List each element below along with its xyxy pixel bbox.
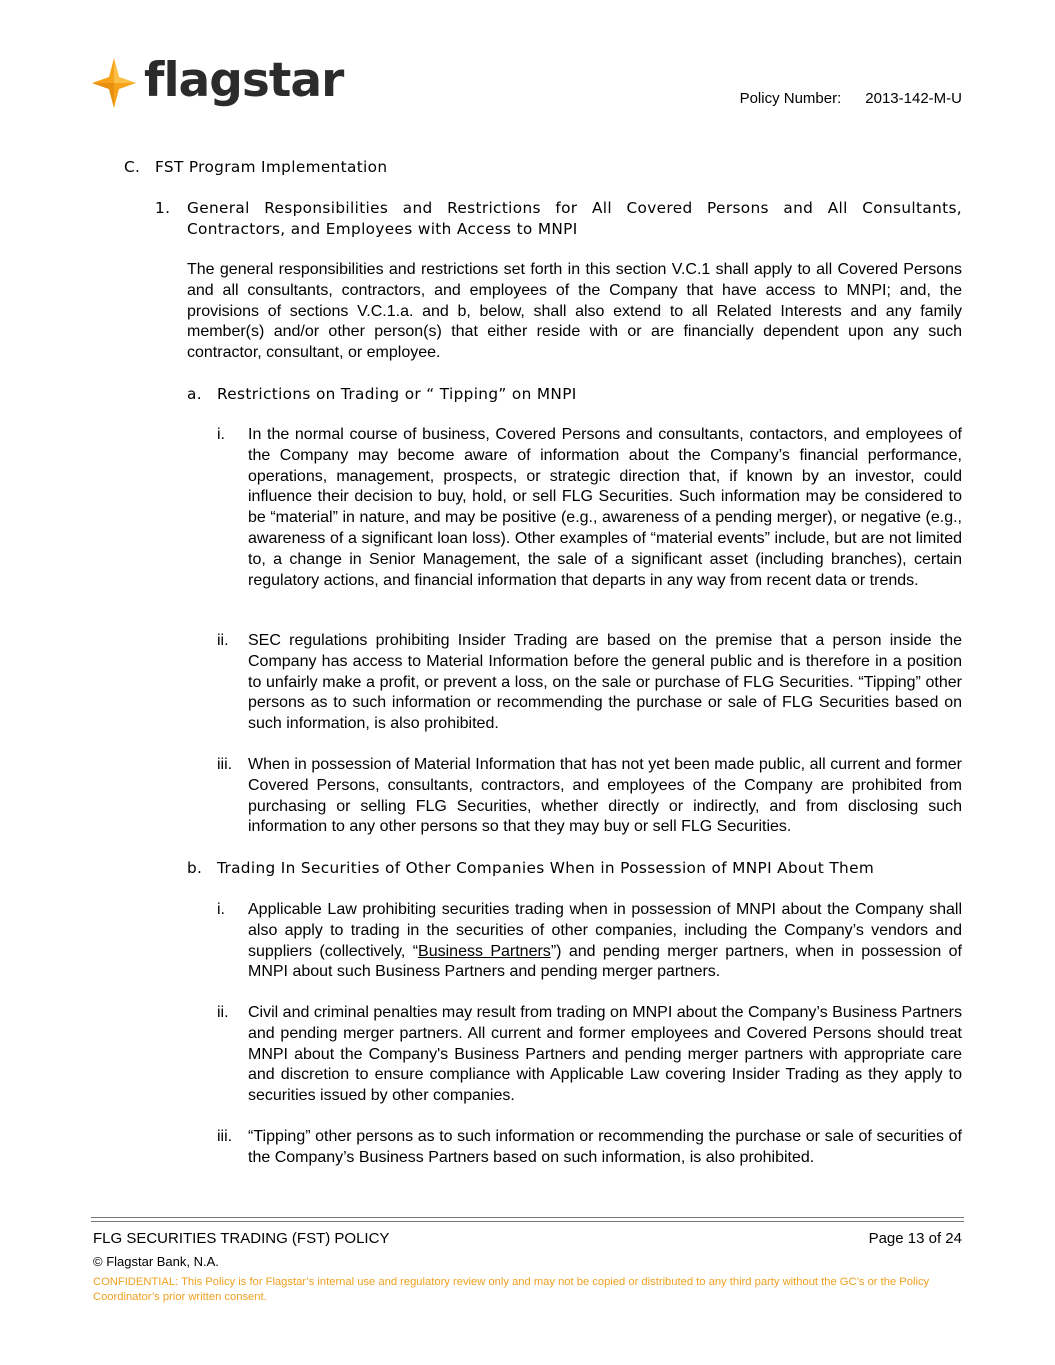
sub-a-item-3-text: When in possession of Material Information that has not yet been made public, all current and former Covered Persons, consultants, contractors, and employees of the Company are prohibited from purchasing or selling FLG Securities, whether directly or indirectly, and from disclosing such information to any other persons so that they may buy or sell FLG Securities.	[248, 756, 962, 836]
footer-copyright: © Flagstar Bank, N.A.	[93, 1254, 219, 1269]
policy-number-value: 2013-142-M-U	[865, 90, 962, 107]
sub-b-item-1-text-before: Applicable Law prohibiting securities trading when in possession of MNPI about the Company shall also apply to trading in the securities of other companies, including the Company’s vendors and suppliers (collectively, “	[248, 901, 962, 960]
policy-number	[740, 90, 962, 107]
sub-b-item-1-num: i.	[217, 901, 225, 918]
business-partners-term: Business Partners	[418, 942, 551, 960]
sub-a-letter: a.	[187, 385, 202, 403]
footer-divider	[91, 1217, 964, 1222]
sub-b-item-2-text: Civil and criminal penalties may result from trading on MNPI about the Company’s Business Partners and pending merger partners. All current and former employees and Covered Persons should treat MNPI about the Company's Business Partners and pending merger partners with appropriate care and discretion to ensure compliance with Applicable Law covering Insider Trading as they apply to securities issued by other companies.	[248, 1004, 962, 1105]
company-logo	[92, 52, 344, 108]
sub-b-item-1-text-after: ”) and pending merger partners, when in possession of MNPI about such Business Partners and pending merger partners.	[248, 942, 962, 981]
sub-a-item-3-num: iii.	[217, 756, 233, 773]
item-1-number: 1.	[155, 199, 171, 217]
footer-confidential-notice: CONFIDENTIAL: This Policy is for Flagstar’s internal use and regulatory review only and may not be copied or distributed to any third party without the GC’s or the Policy Coordinator’s prior written consent.	[93, 1276, 930, 1303]
item-1-title: General Responsibilities and Restrictions for All Covered Persons and All Consultants, Contractors, and Employees with Access to MNPI	[187, 199, 962, 238]
sub-a-title: Restrictions on Trading or “ Tipping” on MNPI	[217, 385, 577, 403]
item-1-intro-paragraph: The general responsibilities and restrictions set forth in this section V.C.1 shall apply to all Covered Persons and all consultants, contractors, and employees of the Company that have access to MNPI; and, the provisions of sections V.C.1.a. and b, below, shall also extend to all Related Interests and any family member(s) and/or other person(s) that either reside with or are financially dependent upon any such contractor, consultant, or employee.	[187, 261, 962, 362]
section-c-letter: C.	[124, 158, 141, 176]
section-c-title: FST Program Implementation	[155, 158, 388, 176]
sub-a-item-2-num: ii.	[217, 632, 229, 649]
sub-b-item-2-num: ii.	[217, 1004, 229, 1021]
footer-page-number: Page 13 of 24	[868, 1230, 962, 1247]
sub-b-item-3-text: “Tipping” other persons as to such information or recommending the purchase or sale of securities of the Company’s Business Partners based on such information, is also prohibited.	[248, 1128, 962, 1166]
sub-b-title: Trading In Securities of Other Companies When in Possession of MNPI About Them	[217, 859, 875, 877]
sub-a-item-1-num: i.	[217, 426, 225, 443]
sub-a-item-2-text: SEC regulations prohibiting Insider Trading are based on the premise that a person inside the Company has access to Material Information before the general public and is therefore in a position to unfairly make a profit, or prevent a loss, on the sale or purchase of FLG Securities. “Tipping” other persons as to such information or recommending the purchase or sale of FLG Securities based on such information, is also prohibited.	[248, 632, 962, 733]
sub-a-item-1-text: In the normal course of business, Covered Persons and consultants, contactors, and employees of the Company may become aware of information about the Company’s financial performance, operations, management, prospects, or strategic direction that, if known by an investor, could influence their decision to buy, hold, or sell FLG Securities. Such information may be considered to be “material” in nature, and may be positive (e.g., awareness of a pending merger), or negative (e.g., awareness of a significant loan loss). Other examples of “material events” include, but are not limited to, a change in Senior Management, the sale of a significant asset (including branches), certain regulatory actions, and financial information that departs in any way from recent data or trends.	[248, 426, 962, 589]
sub-b-item-3-num: iii.	[217, 1128, 233, 1145]
sub-b-item-1-text	[248, 900, 962, 983]
policy-number-label: Policy Number:	[739, 90, 842, 107]
sub-b-letter: b.	[187, 859, 203, 877]
flagstar-star-icon	[92, 58, 136, 108]
logo-wordmark: flagstar	[144, 52, 344, 108]
footer-policy-title: FLG SECURITIES TRADING (FST) POLICY	[93, 1230, 390, 1247]
